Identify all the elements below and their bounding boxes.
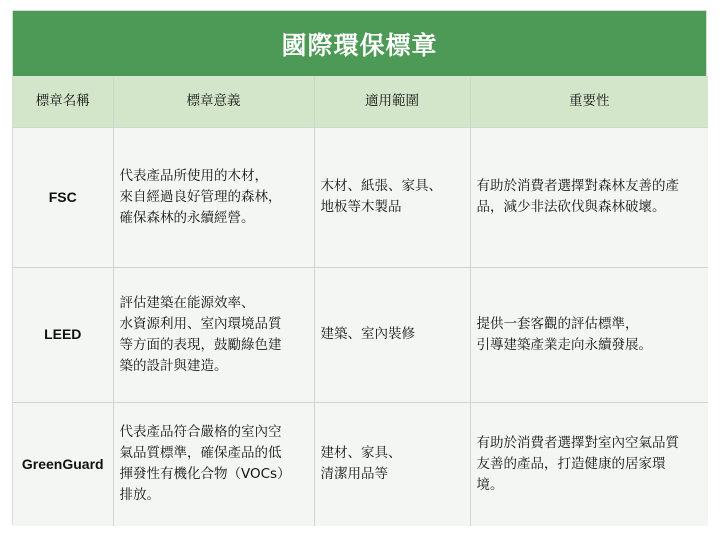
label-table-card [12,10,707,525]
table-row [13,127,708,267]
table-header-row [13,76,708,127]
label-name-cell: GreenGuard [13,402,113,526]
label-scope-cell: 建築、室內裝修 [314,267,470,402]
label-importance-cell: 有助於消費者選擇對森林友善的產 品，減少非法砍伐與森林破壞。 [470,127,708,267]
header-label-scope: 適用範圍 [314,76,470,127]
label-meaning-cell: 代表產品所使用的木材， 來自經過良好管理的森林， 確保森林的永續經營。 [113,127,314,267]
page-title: 國際環保標章 [13,11,706,76]
header-label-name: 標章名稱 [13,76,113,127]
eco-label-table [13,76,708,526]
label-name-cell: FSC [13,127,113,267]
label-importance-cell: 有助於消費者選擇對室內空氣品質 友善的產品，打造健康的居家環 境。 [476,434,679,493]
header-label-importance: 重要性 [470,76,708,127]
table-row [13,267,708,402]
table-row [13,402,708,526]
label-scope-cell: 木材、紙張、家具、 地板等木製品 [314,127,470,267]
label-meaning-cell: 代表產品符合嚴格的室內空 氣品質標準，確保產品的低 揮發性有機化合物（VOCs） 排放。 [113,402,314,526]
label-name-cell: LEED [13,267,113,402]
label-meaning-cell: 評估建築在能源效率、 水資源利用、室內環境品質 等方面的表現，鼓勵綠色建 築的設計與建造。 [113,267,314,402]
header-label-meaning: 標章意義 [113,76,314,127]
label-importance-cell: 提供一套客觀的評估標準， 引導建築產業走向永續發展。 [470,267,708,402]
label-scope-cell: 建材、家具、 清潔用品等 [314,402,470,526]
